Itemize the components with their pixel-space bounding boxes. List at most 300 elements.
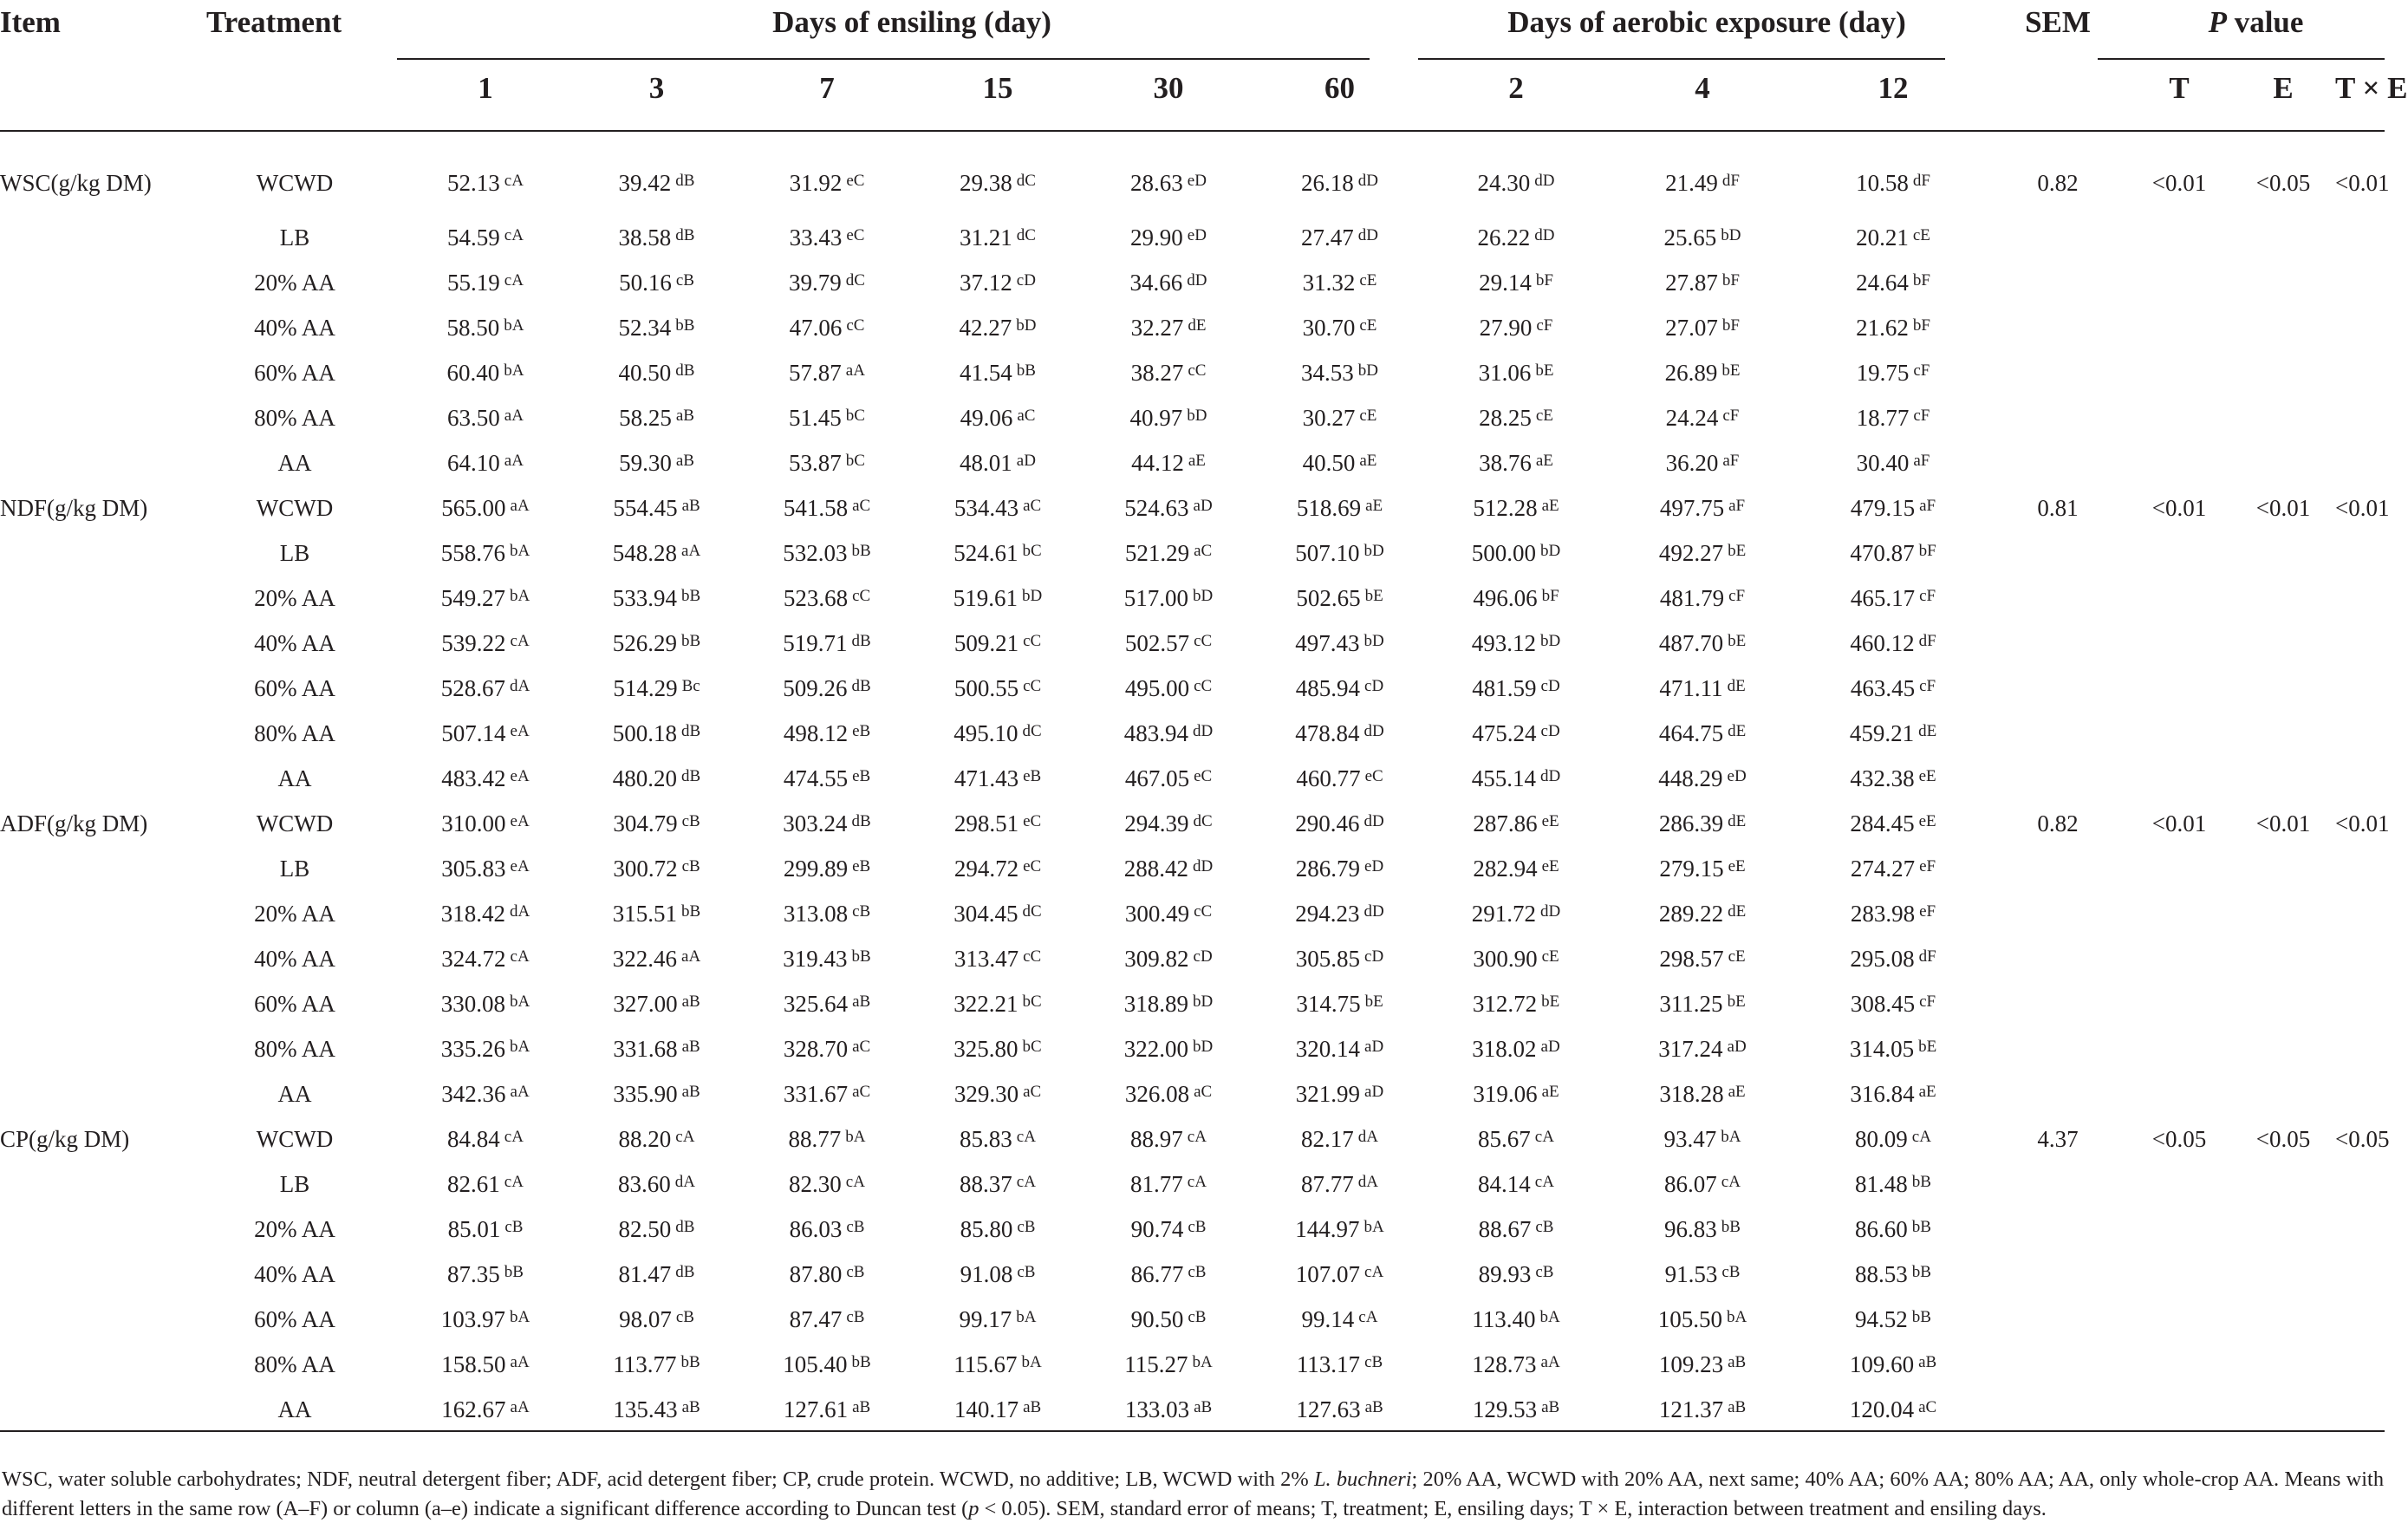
value-cell	[913, 666, 1083, 711]
significance-letters: cC	[846, 316, 865, 335]
value-cell	[1254, 1116, 1425, 1162]
value-cell	[1083, 846, 1254, 891]
aerobic-day-4: 4	[1695, 71, 1710, 105]
value-number: 299.89	[783, 856, 849, 882]
value-number: 460.77	[1296, 765, 1361, 791]
significance-letters: cA	[1358, 1308, 1378, 1326]
significance-letters: dD	[1363, 812, 1384, 830]
significance-letters: dD	[1363, 902, 1384, 921]
value-cell	[1798, 846, 1988, 891]
value-cell	[1798, 1387, 1988, 1432]
significance-letters: bD	[1363, 542, 1384, 560]
significance-letters: aB	[1194, 1398, 1213, 1416]
sem-value: 0.82	[2037, 170, 2079, 196]
value-cell	[741, 305, 913, 350]
p-value-0: <0.01	[2151, 495, 2207, 521]
ensiling-day-3: 3	[648, 71, 665, 105]
value-number: 26.22	[1477, 225, 1531, 251]
value-cell	[913, 395, 1083, 440]
header-rule	[0, 130, 2385, 132]
value-cell	[1425, 666, 1607, 711]
value-cell	[1607, 305, 1798, 350]
value-cell	[1607, 1342, 1798, 1387]
value-number: 24.30	[1477, 170, 1531, 196]
table-row	[0, 1071, 2385, 1116]
significance-letters: bB	[1911, 1263, 1931, 1281]
value-cell	[399, 440, 572, 485]
treatment-label: 80% AA	[254, 405, 335, 431]
value-number: 58.25	[619, 405, 672, 431]
footnote-p-symbol: p	[968, 1497, 979, 1520]
treatment-label: AA	[277, 450, 312, 476]
value-cell	[913, 350, 1083, 395]
significance-letters: cB	[675, 271, 694, 290]
value-cell	[572, 1342, 741, 1387]
value-number: 26.18	[1301, 170, 1354, 196]
value-number: 320.14	[1295, 1036, 1361, 1062]
value-cell	[1254, 1387, 1425, 1432]
value-cell	[572, 936, 741, 981]
significance-letters: bA	[510, 993, 530, 1011]
value-cell	[1798, 485, 1988, 530]
value-cell	[1425, 1387, 1607, 1432]
value-cell	[1607, 215, 1798, 260]
value-cell	[1425, 1162, 1607, 1207]
table-row	[0, 440, 2385, 485]
value-number: 59.30	[619, 450, 672, 476]
significance-letters: aB	[1023, 1398, 1042, 1416]
value-number: 105.50	[1657, 1306, 1722, 1332]
ensiling-underline	[397, 58, 1370, 60]
value-cell	[572, 215, 741, 260]
significance-letters: dD	[1357, 172, 1378, 190]
value-number: 289.22	[1658, 901, 1724, 927]
value-number: 500.18	[612, 720, 678, 746]
value-cell	[1254, 801, 1425, 846]
significance-letters: bA	[1721, 1128, 1741, 1146]
significance-letters: cA	[1187, 1173, 1207, 1191]
value-number: 34.53	[1301, 360, 1354, 386]
value-number: 474.55	[783, 765, 849, 791]
value-number: 63.50	[447, 405, 500, 431]
significance-letters: dD	[1540, 767, 1561, 785]
value-cell	[1083, 132, 1254, 215]
value-number: 315.51	[612, 901, 678, 927]
value-number: 96.83	[1664, 1216, 1717, 1242]
table-row	[0, 621, 2385, 666]
value-cell	[741, 530, 913, 576]
value-number: 463.45	[1850, 675, 1916, 701]
value-number: 19.75	[1856, 360, 1910, 386]
value-cell	[1798, 1071, 1988, 1116]
value-cell	[1254, 305, 1425, 350]
significance-letters: cE	[1541, 947, 1559, 966]
significance-letters: bB	[675, 316, 695, 335]
value-number: 471.43	[953, 765, 1019, 791]
value-cell	[1798, 801, 1988, 846]
table-row	[0, 215, 2385, 260]
value-number: 294.23	[1295, 901, 1360, 927]
value-number: 565.00	[441, 495, 506, 521]
significance-letters: bD	[1187, 407, 1207, 425]
significance-letters: eD	[1727, 767, 1747, 785]
value-number: 329.30	[953, 1081, 1019, 1107]
value-number: 321.99	[1295, 1081, 1361, 1107]
value-cell	[913, 756, 1083, 801]
value-cell	[741, 1071, 913, 1116]
significance-letters: aE	[1365, 497, 1383, 515]
significance-letters: cD	[1364, 677, 1384, 695]
value-number: 29.38	[960, 170, 1012, 196]
significance-letters: cB	[1017, 1218, 1036, 1236]
value-cell	[399, 666, 572, 711]
value-cell	[1607, 756, 1798, 801]
value-cell	[913, 132, 1083, 215]
value-number: 300.72	[613, 856, 678, 882]
significance-letters: cB	[1535, 1263, 1554, 1281]
significance-letters: cB	[681, 812, 700, 830]
value-number: 89.93	[1478, 1261, 1532, 1287]
treatment-label: WCWD	[256, 495, 334, 521]
p-col-1: E	[2273, 71, 2294, 105]
treatment-label: 80% AA	[254, 1351, 335, 1377]
significance-letters: dE	[1727, 677, 1746, 695]
significance-letters: bE	[1727, 993, 1746, 1011]
value-cell	[1798, 1297, 1988, 1342]
value-number: 326.08	[1124, 1081, 1190, 1107]
significance-letters: aA	[510, 1353, 530, 1371]
significance-letters: dD	[1193, 722, 1214, 740]
footnote-text-2: ; 20% AA, WCWD with 20% AA, next same; 40% AA; 60% AA; 80% AA; AA, only whole-crop AA. Means with different letters in the same row (A–F) or column (a–e) indicate a significant difference according to Duncan test (	[2, 1468, 2385, 1520]
value-number: 318.02	[1472, 1036, 1537, 1062]
significance-letters: aC	[1023, 497, 1042, 515]
value-cell	[1083, 305, 1254, 350]
significance-letters: bA	[510, 1308, 530, 1326]
value-cell	[913, 711, 1083, 756]
significance-letters: cE	[1535, 407, 1553, 425]
significance-letters: bA	[510, 587, 530, 605]
significance-letters: aF	[1919, 497, 1936, 515]
value-cell	[1798, 305, 1988, 350]
value-number: 521.29	[1124, 540, 1190, 566]
significance-letters: bA	[504, 361, 524, 380]
value-number: 475.24	[1472, 720, 1537, 746]
value-cell	[1425, 1342, 1607, 1387]
value-cell	[399, 305, 572, 350]
significance-letters: bC	[845, 407, 865, 425]
value-number: 27.87	[1665, 270, 1718, 296]
significance-letters: eD	[1364, 857, 1384, 875]
value-cell	[1083, 801, 1254, 846]
header-sem: SEM	[2025, 5, 2091, 39]
value-cell	[913, 305, 1083, 350]
table-row	[0, 981, 2385, 1026]
ensiling-day-7: 7	[819, 71, 835, 105]
significance-letters: cB	[1017, 1263, 1036, 1281]
value-cell	[913, 1252, 1083, 1297]
footnote-text-1: WSC, water soluble carbohydrates; NDF, neutral detergent fiber; ADF, acid detergent fiber; CP, crude protein. WCWD, no additive; LB, WCWD with 2%	[2, 1468, 1314, 1491]
significance-letters: bB	[681, 587, 701, 605]
value-cell	[572, 305, 741, 350]
value-number: 298.57	[1659, 946, 1724, 972]
value-number: 52.34	[618, 315, 672, 341]
value-number: 28.63	[1130, 170, 1183, 196]
value-number: 342.36	[441, 1081, 506, 1107]
p-value-0: <0.05	[2151, 1126, 2207, 1152]
value-cell	[1607, 576, 1798, 621]
value-number: 88.67	[1478, 1216, 1532, 1242]
significance-letters: bA	[1363, 1218, 1384, 1236]
value-number: 303.24	[783, 810, 848, 836]
significance-letters: bB	[1911, 1308, 1931, 1326]
significance-letters: bD	[1193, 587, 1214, 605]
value-number: 497.75	[1659, 495, 1725, 521]
value-cell	[1254, 711, 1425, 756]
value-cell	[572, 846, 741, 891]
value-number: 80.09	[1855, 1126, 1908, 1152]
significance-letters: eE	[1541, 857, 1559, 875]
value-cell	[399, 1387, 572, 1432]
significance-letters: bA	[510, 542, 530, 560]
value-cell	[1425, 350, 1607, 395]
value-cell	[572, 1116, 741, 1162]
value-number: 479.15	[1850, 495, 1916, 521]
value-number: 532.03	[783, 540, 848, 566]
value-number: 88.53	[1855, 1261, 1908, 1287]
value-number: 85.67	[1478, 1126, 1531, 1152]
value-cell	[399, 936, 572, 981]
value-number: 335.26	[440, 1036, 505, 1062]
value-number: 524.61	[953, 540, 1019, 566]
significance-letters: aC	[1023, 1083, 1042, 1101]
p-value-1: <0.01	[2255, 810, 2311, 836]
value-number: 98.07	[619, 1306, 672, 1332]
significance-letters: dF	[1721, 172, 1740, 190]
value-number: 549.27	[440, 585, 505, 611]
value-cell	[913, 215, 1083, 260]
significance-letters: bB	[851, 1353, 871, 1371]
significance-letters: bB	[851, 947, 871, 966]
value-number: 526.29	[612, 630, 678, 656]
treatment-label: LB	[279, 1171, 310, 1197]
value-number: 518.69	[1296, 495, 1362, 521]
value-number: 113.17	[1296, 1351, 1361, 1377]
value-cell	[1425, 846, 1607, 891]
value-cell	[399, 350, 572, 395]
value-number: 519.61	[953, 585, 1018, 611]
value-cell	[1254, 936, 1425, 981]
value-cell	[1425, 1116, 1607, 1162]
value-cell	[1798, 1252, 1988, 1297]
value-cell	[1083, 440, 1254, 485]
value-number: 38.27	[1130, 360, 1184, 386]
significance-letters: aB	[681, 1083, 700, 1101]
significance-letters: cB	[1721, 1263, 1741, 1281]
significance-letters: bD	[1721, 226, 1741, 244]
value-cell	[1083, 1252, 1254, 1297]
significance-letters: dB	[681, 722, 701, 740]
value-cell	[1798, 621, 1988, 666]
value-cell	[1254, 756, 1425, 801]
value-number: 500.55	[953, 675, 1019, 701]
value-cell	[913, 1297, 1083, 1342]
p-italic: P	[2208, 5, 2227, 39]
item-label: ADF(g/kg DM)	[0, 810, 148, 836]
significance-letters: bD	[1193, 1038, 1214, 1056]
value-cell	[572, 1297, 741, 1342]
value-cell	[1607, 440, 1798, 485]
value-number: 82.61	[447, 1171, 500, 1197]
significance-letters: aB	[681, 1398, 700, 1416]
value-number: 330.08	[440, 991, 505, 1017]
value-number: 42.27	[959, 315, 1012, 341]
value-number: 335.90	[613, 1081, 678, 1107]
significance-letters: aC	[852, 497, 871, 515]
significance-letters: cA	[1534, 1173, 1554, 1191]
value-number: 324.72	[441, 946, 506, 972]
value-cell	[399, 1252, 572, 1297]
value-number: 539.22	[441, 630, 506, 656]
treatment-label: 60% AA	[254, 675, 335, 701]
value-cell	[399, 485, 572, 530]
value-cell	[1425, 801, 1607, 846]
significance-letters: cB	[1188, 1308, 1207, 1326]
value-cell	[399, 576, 572, 621]
value-number: 18.77	[1856, 405, 1910, 431]
ensiling-day-30: 30	[1153, 71, 1184, 105]
table-row	[0, 936, 2385, 981]
value-cell	[1425, 576, 1607, 621]
value-cell	[741, 621, 913, 666]
significance-letters: bD	[1016, 316, 1037, 335]
p-value-underline	[2098, 58, 2385, 60]
value-cell	[1425, 440, 1607, 485]
value-number: 34.66	[1129, 270, 1183, 296]
table-row	[0, 801, 2385, 846]
significance-letters: aA	[1540, 1353, 1560, 1371]
value-number: 523.68	[783, 585, 849, 611]
value-cell	[572, 530, 741, 576]
value-cell	[572, 260, 741, 305]
value-cell	[1254, 1252, 1425, 1297]
value-number: 103.97	[440, 1306, 505, 1332]
value-number: 86.60	[1855, 1216, 1908, 1242]
value-cell	[741, 576, 913, 621]
significance-letters: aB	[852, 1398, 871, 1416]
value-number: 127.61	[783, 1396, 849, 1422]
value-cell	[1607, 395, 1798, 440]
value-number: 485.94	[1295, 675, 1361, 701]
value-cell	[399, 132, 572, 215]
value-number: 31.92	[789, 170, 843, 196]
significance-letters: eE	[1918, 767, 1936, 785]
value-cell	[1798, 1026, 1988, 1071]
value-cell	[741, 1207, 913, 1252]
value-cell	[1798, 1116, 1988, 1162]
significance-letters: bB	[1911, 1173, 1931, 1191]
treatment-label: 60% AA	[254, 360, 335, 386]
value-cell	[1254, 1297, 1425, 1342]
value-cell	[1798, 132, 1988, 215]
significance-letters: dE	[1188, 316, 1207, 335]
value-number: 495.00	[1124, 675, 1190, 701]
value-number: 286.39	[1658, 810, 1724, 836]
value-cell	[1425, 530, 1607, 576]
value-cell	[913, 1071, 1083, 1116]
value-cell	[741, 846, 913, 891]
value-cell	[1254, 440, 1425, 485]
value-cell	[1425, 132, 1607, 215]
value-cell	[1607, 846, 1798, 891]
significance-letters: cB	[1535, 1218, 1554, 1236]
value-cell	[399, 801, 572, 846]
significance-letters: cB	[1364, 1353, 1383, 1371]
significance-letters: cC	[1188, 361, 1207, 380]
value-number: 493.12	[1471, 630, 1536, 656]
value-number: 21.62	[1856, 315, 1909, 341]
value-number: 290.46	[1295, 810, 1360, 836]
item-label: NDF(g/kg DM)	[0, 495, 148, 521]
value-cell	[1607, 801, 1798, 846]
value-number: 534.43	[953, 495, 1019, 521]
value-number: 94.52	[1855, 1306, 1908, 1332]
footnote-species: L. buchneri	[1313, 1468, 1412, 1491]
significance-letters: cF	[1728, 587, 1746, 605]
significance-letters: dD	[1363, 722, 1384, 740]
ensiling-day-1: 1	[478, 71, 493, 105]
value-cell	[572, 711, 741, 756]
value-cell	[1798, 1207, 1988, 1252]
value-cell	[741, 936, 913, 981]
value-cell	[1798, 350, 1988, 395]
significance-letters: bD	[1022, 587, 1043, 605]
value-number: 327.00	[613, 991, 678, 1017]
significance-letters: dB	[675, 172, 695, 190]
value-number: 294.39	[1124, 810, 1189, 836]
significance-letters: cC	[1023, 632, 1042, 650]
value-number: 295.08	[1850, 946, 1915, 972]
value-cell	[1425, 756, 1607, 801]
significance-letters: cE	[1359, 271, 1377, 290]
value-number: 87.80	[789, 1261, 843, 1287]
value-number: 286.79	[1295, 856, 1361, 882]
value-number: 87.77	[1301, 1171, 1354, 1197]
significance-letters: cB	[846, 1218, 865, 1236]
significance-letters: aD	[1540, 1038, 1560, 1056]
value-number: 81.48	[1855, 1171, 1908, 1197]
significance-letters: dB	[675, 1218, 695, 1236]
treatment-label: LB	[279, 856, 310, 882]
significance-letters: aA	[510, 1083, 530, 1101]
significance-letters: bE	[1364, 993, 1383, 1011]
significance-letters: dF	[1912, 172, 1930, 190]
value-number: 25.65	[1663, 225, 1717, 251]
significance-letters: aB	[675, 452, 694, 470]
treatment-label: 20% AA	[254, 901, 335, 927]
item-label: CP(g/kg DM)	[0, 1126, 130, 1152]
significance-letters: cF	[1919, 677, 1936, 695]
significance-letters: cB	[852, 902, 871, 921]
value-number: 33.43	[789, 225, 843, 251]
bottom-rule	[0, 1430, 2385, 1432]
table-row	[0, 530, 2385, 576]
value-cell	[572, 440, 741, 485]
value-cell	[1083, 711, 1254, 756]
value-number: 105.40	[783, 1351, 848, 1377]
treatment-label: LB	[279, 540, 310, 566]
significance-letters: eA	[510, 812, 530, 830]
value-cell	[913, 801, 1083, 846]
